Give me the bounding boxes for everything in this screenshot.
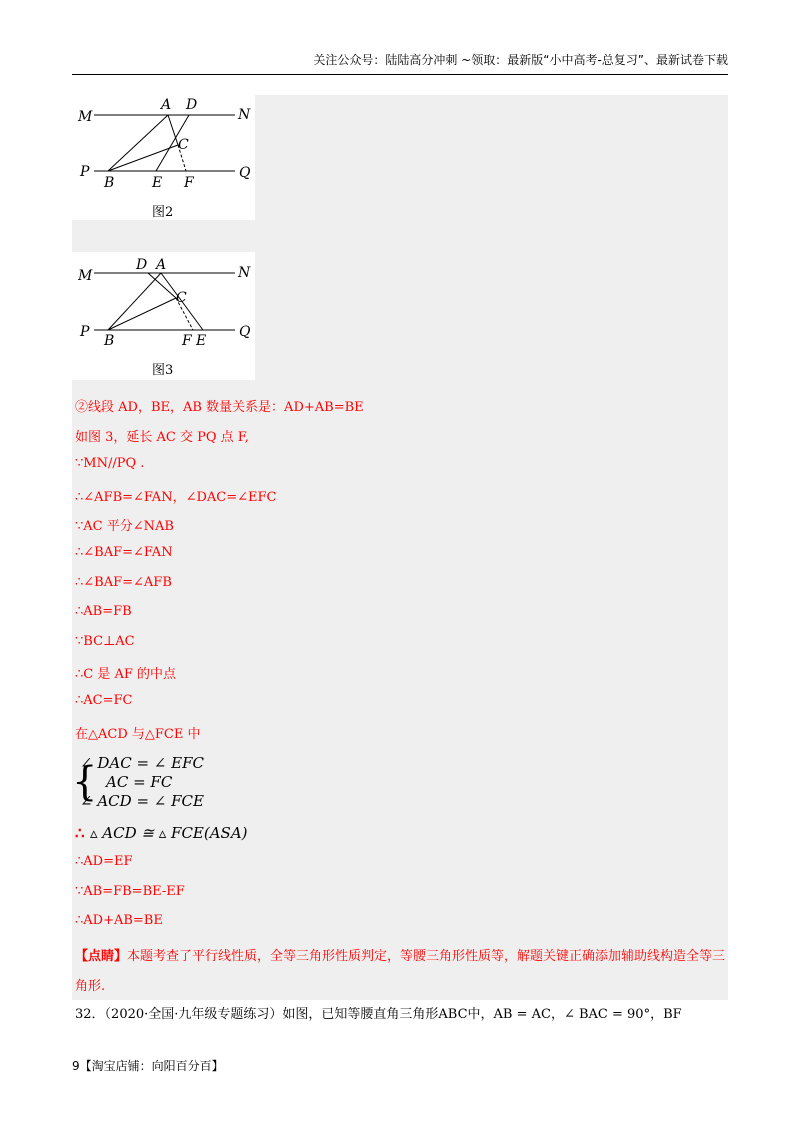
figure-2 (72, 95, 255, 220)
solution-line: ∵BC⊥AC (75, 634, 135, 649)
figure-3-caption: 图3 (152, 363, 174, 378)
label-B: B (104, 333, 115, 349)
system-eq-2: AC = FC (106, 773, 173, 791)
solution-line: ∴∠AFB=∠FAN，∠DAC=∠EFC (75, 490, 277, 505)
comment-tag: 【点睛】 (75, 949, 128, 964)
header-text: 关注公众号：陆陆高分冲刺 ~领取：最新版“小中高考-总复习”、最新试卷下载 (313, 53, 728, 67)
label-B: B (104, 175, 115, 191)
segment-BA (108, 273, 161, 330)
system-brace: { (72, 759, 98, 805)
figure-2-svg (72, 95, 255, 220)
figure-3 (72, 252, 255, 380)
label-P: P (80, 324, 90, 340)
label-E: E (152, 175, 163, 191)
label-N: N (238, 107, 251, 123)
solution-line: ∴∠BAF=∠AFB (75, 575, 172, 590)
label-Q: Q (239, 165, 251, 181)
congruence-statement: ▵ ACD ≅ ▵ FCE(ASA) (90, 824, 248, 842)
page-footer: 9【淘宝店铺：向阳百分百】 (72, 1059, 224, 1073)
label-D: D (136, 257, 148, 273)
segment-DC (148, 273, 176, 298)
label-E: E (196, 333, 207, 349)
segment-BC (108, 298, 176, 330)
system-eq-3: ∠ ACD = ∠ FCE (80, 792, 204, 810)
solution-line: ∴∠BAF=∠FAN (75, 545, 173, 560)
label-M: M (78, 109, 93, 125)
label-C: C (176, 290, 187, 306)
solution-line: ∵AB=FB=BE-EF (75, 884, 185, 899)
solution-line: ②线段 AD，BE，AB 数量关系是：AD+AB=BE (75, 400, 364, 415)
solution-line: ∴AB=FB (75, 604, 132, 619)
solution-line: 在△ACD 与△FCE 中 (75, 727, 201, 742)
label-C: C (178, 137, 189, 153)
label-Q: Q (239, 324, 251, 340)
label-M: M (78, 268, 93, 284)
segment-BA (108, 115, 168, 171)
segment-BC (108, 145, 178, 171)
comment-block (75, 942, 727, 1002)
figure-3-svg (72, 252, 255, 380)
solution-line: ∵AC 平分∠NAB (75, 519, 174, 534)
segment-AC (168, 115, 178, 145)
label-D: D (186, 97, 198, 113)
question-32: 32．（2020·全国·九年级专题练习）如图，已知等腰直角三角形ABC中，AB = AC，∠ BAC = 90°，BF (75, 1007, 682, 1022)
solution-line: ∴AC=FC (75, 693, 133, 708)
label-A: A (161, 97, 172, 113)
label-P: P (80, 164, 90, 180)
label-N: N (238, 265, 251, 281)
figure-2-caption: 图2 (152, 205, 174, 220)
label-F: F (182, 333, 192, 349)
solution-line: ∴C 是 AF 的中点 (75, 667, 177, 682)
label-A: A (156, 257, 167, 273)
system-eq-1: ∠ DAC = ∠ EFC (80, 754, 204, 772)
solution-line: ∴AD=EF (75, 854, 133, 869)
comment-text: 本题考查了平行线性质，全等三角形性质判定，等腰三角形性质等，解题关键正确添加辅助线构造全等三角形. (75, 949, 726, 994)
solution-line: ∴AD+AB=BE (75, 913, 163, 928)
label-F: F (184, 175, 194, 191)
solution-line: 如图 3，延长 AC 交 PQ 点 F, (75, 430, 249, 445)
solution-line: ∵MN//PQ . (75, 456, 145, 471)
therefore-symbol: ∴ (75, 824, 85, 842)
page-header (72, 52, 728, 75)
